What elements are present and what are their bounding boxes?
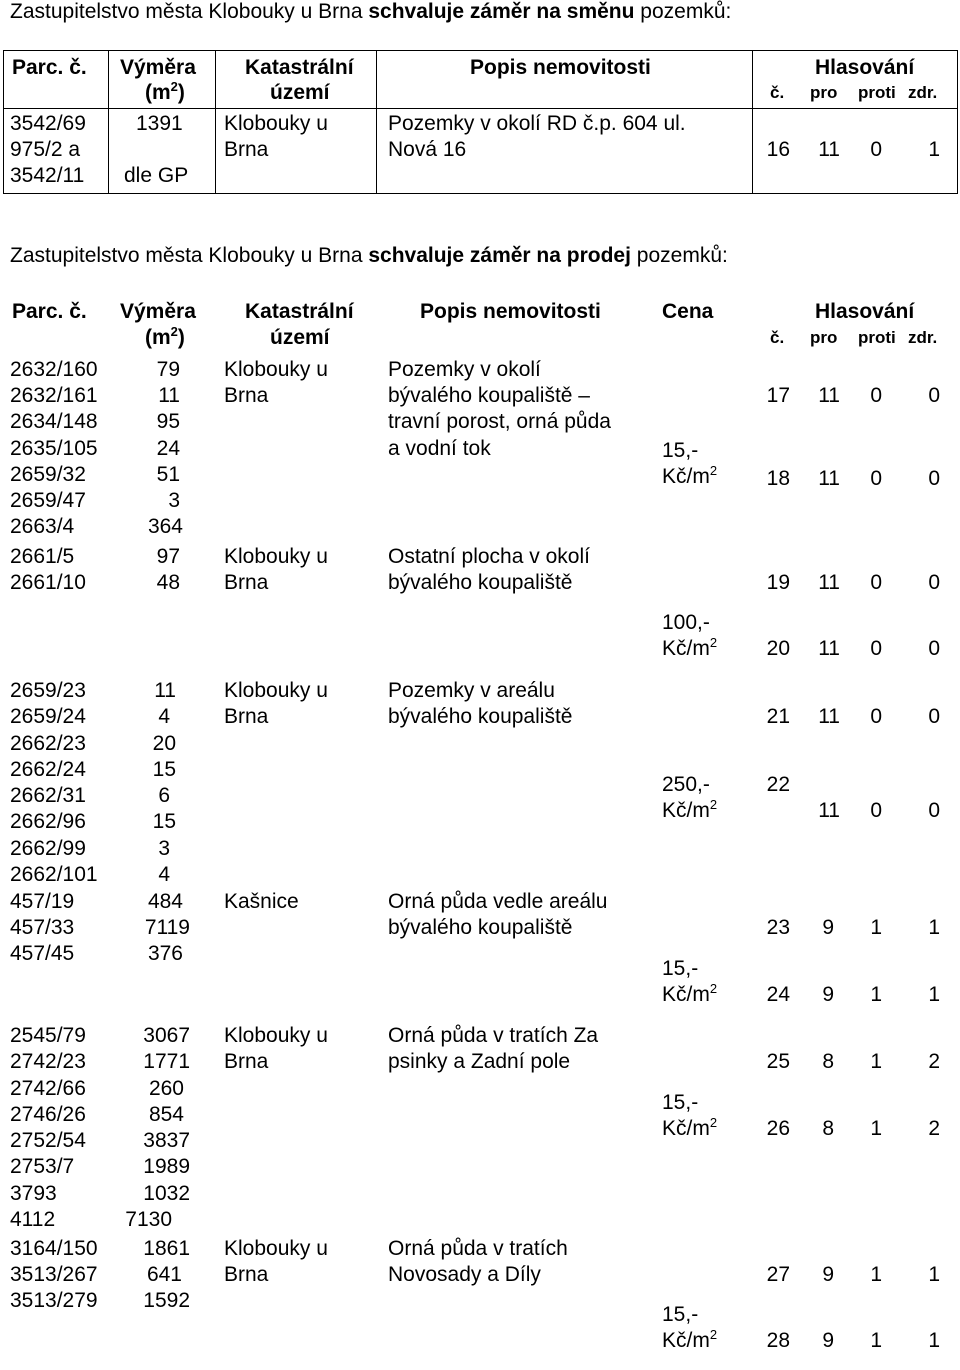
header-kat: Katastrální: [245, 56, 354, 79]
cadastral-area: Kašnice: [224, 890, 299, 913]
property-description: Nová 16: [388, 138, 467, 161]
area-value: dle GP: [124, 164, 189, 187]
property-description: Orná půda v tratích Za: [388, 1024, 599, 1047]
header-kat: Katastrální: [245, 300, 354, 323]
parcel-number: 2659/24: [10, 705, 86, 728]
header-parc: Parc. č.: [12, 300, 87, 323]
parcel-number: 2661/10: [10, 571, 86, 594]
vote-proti: 0: [870, 571, 882, 594]
header-vote-pro: pro: [810, 83, 838, 102]
header-vote-zdr: zdr.: [908, 83, 938, 102]
vote-number: 27: [766, 1263, 790, 1286]
area-value: 1592: [143, 1289, 190, 1312]
vote-zdr: 1: [928, 983, 940, 1006]
section1-col-divider: [752, 50, 753, 194]
cadastral-area: Klobouky u: [224, 1024, 328, 1047]
parcel-number: 2632/160: [10, 358, 98, 381]
header-popis: Popis nemovitosti: [420, 300, 601, 323]
area-value: 4: [158, 705, 170, 728]
vote-pro: 11: [818, 467, 840, 490]
parcel-number: 2753/7: [10, 1155, 75, 1178]
header-vote-pro: pro: [810, 328, 838, 347]
price-value: 250,-: [662, 773, 710, 796]
vote-pro: 8: [822, 1117, 834, 1140]
vote-pro: 11: [818, 138, 840, 161]
vote-number: 23: [766, 916, 790, 939]
header-popis: Popis nemovitosti: [470, 56, 651, 79]
vote-number: 20: [766, 637, 790, 660]
area-value: 79: [156, 358, 180, 381]
area-value: 3: [168, 489, 180, 512]
property-description: Ostatní plocha v okolí: [388, 545, 590, 568]
price-unit: $Kč/m^2$: [662, 797, 718, 822]
vote-proti: 1: [870, 983, 882, 1006]
section1-col-divider: [215, 50, 216, 194]
header-vote-c: č.: [770, 83, 785, 102]
area-value: 1032: [143, 1182, 190, 1205]
area-value: 484: [147, 890, 183, 913]
parcel-number: 2662/96: [10, 810, 86, 833]
header-vymera: Výměra: [120, 300, 196, 323]
header-parc: Parc. č.: [12, 56, 87, 79]
cadastral-area: Brna: [224, 384, 269, 407]
area-value: 97: [156, 545, 180, 568]
area-value: 7119: [144, 916, 190, 939]
vote-pro: 11: [818, 799, 840, 822]
area-value: 1861: [143, 1237, 190, 1260]
vote-zdr: 1: [928, 138, 940, 161]
parcel-number: 2662/31: [10, 784, 86, 807]
vote-proti: 1: [870, 1050, 882, 1073]
vote-pro: 11: [818, 705, 840, 728]
property-description: Pozemky v okolí: [388, 358, 541, 381]
parcel-number: 3164/150: [10, 1237, 98, 1260]
parcel-number: 457/45: [10, 942, 75, 965]
parcel-number: 2742/66: [10, 1077, 86, 1100]
property-description: a vodní tok: [388, 437, 491, 460]
price-value: 15,-: [662, 439, 699, 462]
area-value: 854: [148, 1103, 184, 1126]
vote-proti: 0: [870, 138, 882, 161]
parcel-number: 2659/23: [10, 679, 86, 702]
vote-pro: 11: [818, 637, 840, 660]
parcel-number: 2742/23: [10, 1050, 86, 1073]
vote-zdr: 0: [928, 637, 940, 660]
vote-number: 24: [766, 983, 790, 1006]
vote-number: 17: [766, 384, 790, 407]
area-value: 11: [154, 679, 176, 702]
parcel-number: 3513/279: [10, 1289, 98, 1312]
header-cena: Cena: [662, 300, 714, 323]
vote-zdr: 1: [928, 1329, 940, 1352]
area-value: 3: [158, 837, 170, 860]
vote-zdr: 0: [928, 384, 940, 407]
section1-heading: [10, 0, 731, 24]
area-value: 20: [152, 732, 176, 755]
vote-pro: 9: [822, 1329, 834, 1352]
parcel-number: 2659/32: [10, 463, 86, 486]
header-hlas: Hlasování: [815, 56, 915, 79]
price-value: 15,-: [662, 1303, 699, 1326]
cadastral-area: Klobouky u: [224, 112, 328, 135]
vote-pro: 9: [822, 983, 834, 1006]
parcel-number: 2752/54: [10, 1129, 86, 1152]
vote-number: 16: [766, 138, 790, 161]
header-vote-c: č.: [770, 328, 785, 347]
price-unit: $Kč/m^2$: [662, 635, 718, 660]
property-description: bývalého koupaliště: [388, 916, 573, 939]
section1-heading-bold: schvaluje záměr na směnu: [368, 0, 635, 23]
area-value: 95: [156, 410, 180, 433]
parcel-number: 2635/105: [10, 437, 98, 460]
price-value: 15,-: [662, 957, 699, 980]
area-value: 15: [152, 810, 176, 833]
area-value: 641: [146, 1263, 182, 1286]
vote-zdr: 0: [928, 799, 940, 822]
cadastral-area: Klobouky u: [224, 1237, 328, 1260]
parcel-number: 3793: [10, 1182, 57, 1205]
vote-proti: 0: [870, 799, 882, 822]
vote-proti: 1: [870, 1329, 882, 1352]
vote-pro: 8: [822, 1050, 834, 1073]
parcel-number: 3542/69: [10, 112, 86, 135]
area-value: 51: [156, 463, 180, 486]
vote-zdr: 1: [928, 1263, 940, 1286]
area-value: 364: [147, 515, 183, 538]
parcel-number: 457/33: [10, 916, 75, 939]
property-description: bývalého koupaliště –: [388, 384, 590, 407]
area-value: 3067: [143, 1024, 190, 1047]
header-vymera-unit: $(m^2)$: [145, 79, 185, 104]
vote-number: 25: [766, 1050, 790, 1073]
header-vymera: Výměra: [120, 56, 196, 79]
property-description: Pozemky v okolí RD č.p. 604 ul.: [388, 112, 686, 135]
vote-zdr: 0: [928, 467, 940, 490]
vote-zdr: 1: [928, 916, 940, 939]
parcel-number: 4112: [10, 1208, 56, 1231]
area-value: 24: [156, 437, 180, 460]
area-value: 4: [158, 863, 170, 886]
vote-pro: 9: [822, 916, 834, 939]
cadastral-area: Klobouky u: [224, 545, 328, 568]
parcel-number: 3513/267: [10, 1263, 98, 1286]
cadastral-area: Brna: [224, 571, 269, 594]
parcel-number: 2662/23: [10, 732, 86, 755]
area-value: 1989: [143, 1155, 190, 1178]
parcel-number: 457/19: [10, 890, 75, 913]
property-description: psinky a Zadní pole: [388, 1050, 571, 1073]
header-kat2: území: [270, 81, 330, 104]
property-description: Orná půda v tratích: [388, 1237, 568, 1260]
cadastral-area: Brna: [224, 1263, 269, 1286]
vote-pro: 11: [818, 384, 840, 407]
area-value: 1391: [136, 112, 183, 135]
parcel-number: 2659/47: [10, 489, 86, 512]
section1-heading-suffix: pozemků:: [634, 0, 732, 23]
price-value: 15,-: [662, 1091, 699, 1114]
cadastral-area: Brna: [224, 1050, 269, 1073]
cadastral-area: Klobouky u: [224, 358, 328, 381]
area-value: 260: [148, 1077, 184, 1100]
section2-heading: [10, 244, 728, 268]
area-value: 48: [156, 571, 180, 594]
parcel-number: 2663/4: [10, 515, 75, 538]
section1-col-divider: [108, 50, 109, 194]
parcel-number: 975/2 a: [10, 138, 81, 161]
property-description: bývalého koupaliště: [388, 705, 573, 728]
price-value: 100,-: [662, 611, 710, 634]
section2-heading-prefix: Zastupitelstvo města Klobouky u Brna: [10, 244, 369, 267]
price-unit: $Kč/m^2$: [662, 463, 718, 488]
vote-proti: 0: [870, 384, 882, 407]
cadastral-area: Brna: [224, 705, 269, 728]
vote-proti: 0: [870, 467, 882, 490]
vote-number: 19: [766, 571, 790, 594]
vote-proti: 1: [870, 916, 882, 939]
vote-zdr: 2: [928, 1117, 940, 1140]
header-vymera-unit: $(m^2)$: [145, 324, 185, 349]
parcel-number: 3542/11: [10, 164, 85, 187]
parcel-number: 2632/161: [10, 384, 98, 407]
vote-proti: 0: [870, 637, 882, 660]
vote-proti: 1: [870, 1117, 882, 1140]
property-description: travní porost, orná půda: [388, 410, 611, 433]
header-vote-zdr: zdr.: [908, 328, 938, 347]
vote-zdr: 0: [928, 705, 940, 728]
parcel-number: 2662/99: [10, 837, 86, 860]
section2-heading-bold: schvaluje záměr na prodej: [368, 244, 631, 267]
parcel-number: 2662/101: [10, 863, 98, 886]
area-value: 376: [147, 942, 183, 965]
vote-zdr: 2: [928, 1050, 940, 1073]
header-vote-proti: proti: [858, 328, 896, 347]
vote-number: 26: [766, 1117, 790, 1140]
vote-proti: 0: [870, 705, 882, 728]
parcel-number: 2545/79: [10, 1024, 86, 1047]
area-value: 11: [158, 384, 180, 407]
cadastral-area: Klobouky u: [224, 679, 328, 702]
area-value: 3837: [143, 1129, 190, 1152]
header-kat2: území: [270, 326, 330, 349]
area-value: 1771: [143, 1050, 190, 1073]
property-description: Orná půda vedle areálu: [388, 890, 608, 913]
vote-proti: 1: [870, 1263, 882, 1286]
vote-number: 22: [766, 773, 790, 796]
area-value: 7130: [125, 1208, 172, 1231]
area-value: 6: [158, 784, 170, 807]
price-unit: $Kč/m^2$: [662, 1327, 718, 1352]
header-hlas: Hlasování: [815, 300, 915, 323]
section1-heading-prefix: Zastupitelstvo města Klobouky u Brna: [10, 0, 369, 23]
cadastral-area: Brna: [224, 138, 269, 161]
property-description: bývalého koupaliště: [388, 571, 573, 594]
parcel-number: 2746/26: [10, 1103, 86, 1126]
parcel-number: 2661/5: [10, 545, 75, 568]
section1-col-divider: [376, 50, 377, 194]
parcel-number: 2634/148: [10, 410, 98, 433]
vote-number: 28: [766, 1329, 790, 1352]
property-description: Novosady a Díly: [388, 1263, 541, 1286]
vote-number: 21: [766, 705, 790, 728]
area-value: 15: [152, 758, 176, 781]
header-vote-proti: proti: [858, 83, 896, 102]
vote-pro: 11: [818, 571, 840, 594]
section1-header-line: [3, 108, 958, 109]
property-description: Pozemky v areálu: [388, 679, 555, 702]
vote-number: 18: [766, 467, 790, 490]
section2-heading-suffix: pozemků:: [630, 244, 728, 267]
vote-zdr: 0: [928, 571, 940, 594]
vote-pro: 9: [822, 1263, 834, 1286]
parcel-number: 2662/24: [10, 758, 86, 781]
price-unit: $Kč/m^2$: [662, 981, 718, 1006]
price-unit: $Kč/m^2$: [662, 1115, 718, 1140]
